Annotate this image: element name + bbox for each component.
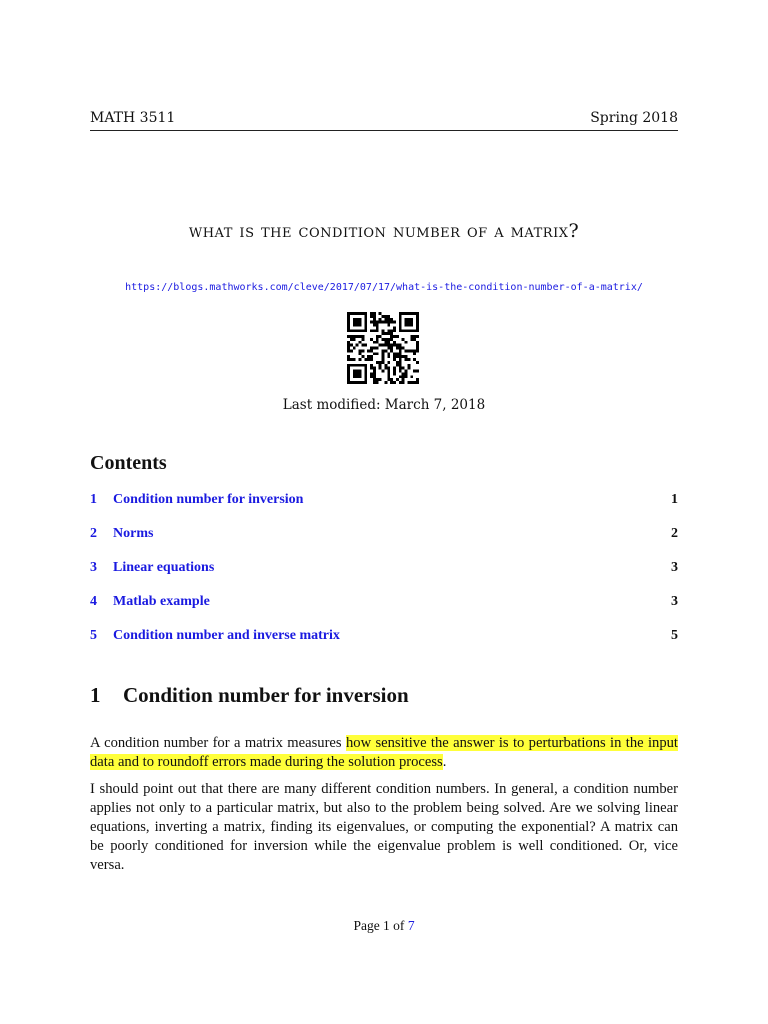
toc-item-page: 1 [671,492,678,507]
source-url-link[interactable]: https://blogs.mathworks.com/cleve/2017/07/17/what-is-the-condition-number-of-a-matrix/ [125,282,643,293]
section-heading [90,683,409,708]
page-header [90,108,678,131]
toc-item-norms[interactable] [90,526,678,560]
paragraph-text: . [442,754,447,770]
course-label: MATH 3511 [90,110,176,126]
document-title: what is the condition number of a matrix? [188,220,580,242]
toc-item-condition-number-for-inversion[interactable] [90,492,678,526]
toc-item-number: 3 [90,560,97,575]
page-total-link[interactable]: 7 [407,918,415,933]
toc-item-page: 2 [671,526,678,541]
toc-item-label[interactable]: Condition number and inverse matrix [113,628,340,643]
toc-item-label[interactable]: Matlab example [113,594,210,609]
toc-item-label[interactable]: Condition number for inversion [113,492,304,507]
toc-item-matlab-example[interactable] [90,594,678,628]
section-title: Condition number for inversion [123,683,409,707]
highlighted-text: how sensitive the answer is to perturbations in the input data and to roundoff errors made during the solution process [90,735,678,770]
table-of-contents [90,492,678,662]
toc-item-linear-equations[interactable] [90,560,678,594]
section-number: 1 [90,683,101,707]
paragraph-text: A condition number for a matrix measures [90,735,346,751]
qr-code [347,312,419,384]
toc-item-number: 1 [90,492,97,507]
toc-item-label[interactable]: Norms [113,526,154,541]
term-label: Spring 2018 [590,110,678,126]
toc-item-number: 2 [90,526,97,541]
last-modified: Last modified: March 7, 2018 [282,397,486,413]
toc-item-label[interactable]: Linear equations [113,560,215,575]
toc-item-condition-number-and-inverse-matrix[interactable] [90,628,678,662]
page-footer [0,918,768,934]
toc-item-page: 3 [671,594,678,609]
toc-item-number: 4 [90,594,97,609]
toc-item-number: 5 [90,628,97,643]
paragraph-condition-numbers: I should point out that there are many different condition numbers. In general, a condition number applies not only to a particular matrix, but also to the problem being solved. Are we solving linear equations, inverting a matrix, finding its eigenvalues, or computing the exponential? A matrix can be poorly conditioned for inversion while the eigenvalue problem is well conditioned. Or, vice versa. [90,781,678,873]
toc-item-page: 3 [671,560,678,575]
contents-heading: Contents [90,452,167,474]
paragraph-definition [90,734,678,772]
toc-item-page: 5 [671,628,678,643]
page-number-prefix: Page 1 of [353,918,408,933]
